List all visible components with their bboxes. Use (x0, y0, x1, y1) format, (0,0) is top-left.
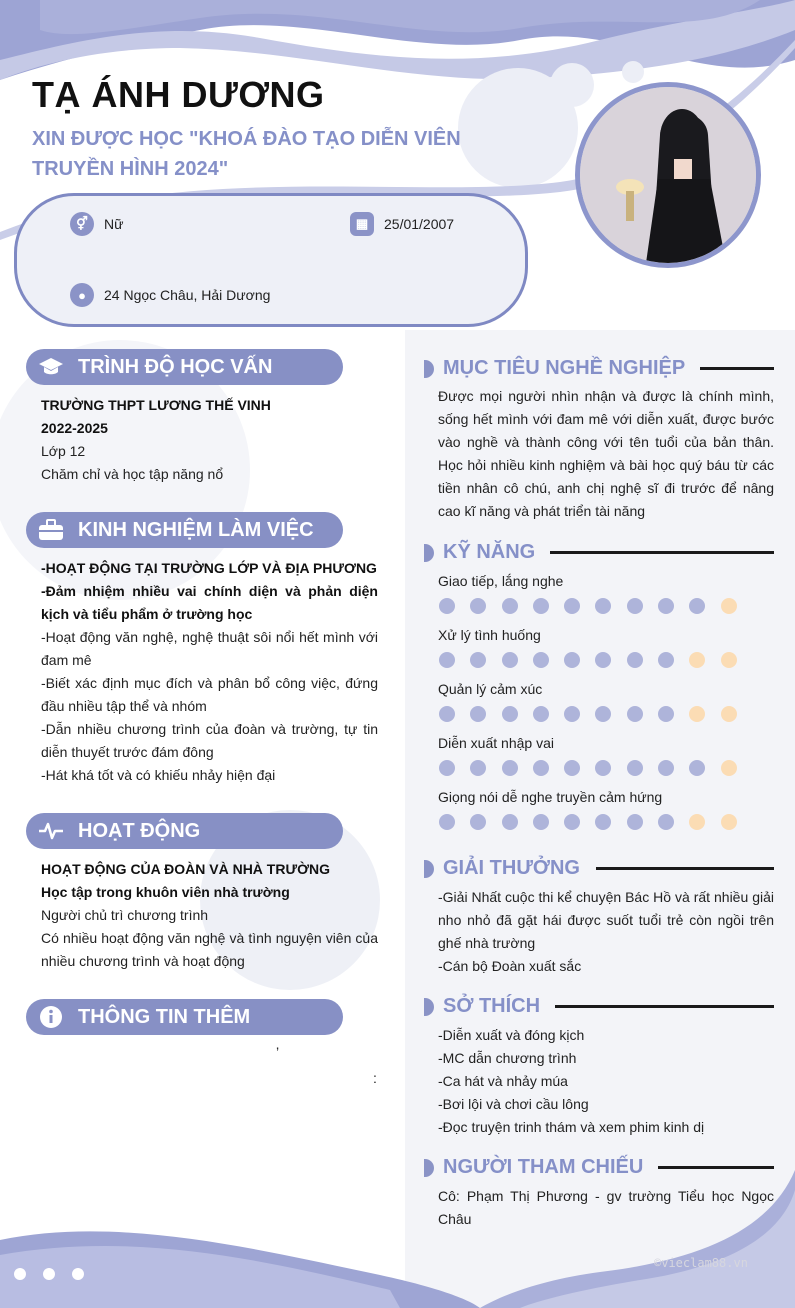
more-info-title: THÔNG TIN THÊM (78, 1005, 251, 1028)
award-item: -Giải Nhất cuộc thi kể chuyện Bác Hồ và rất nhiều giải nho nhỏ đã gặt hái được suốt tuổi trẻ còn ngồi trên ghế nhà trường (438, 889, 774, 951)
activities-content (41, 858, 378, 973)
hobbies-title: SỞ THÍCH (443, 995, 541, 1017)
experience-title: KINH NGHIỆM LÀM VIỆC (78, 518, 314, 541)
education-section-header (26, 349, 343, 385)
skill-rating (439, 760, 737, 776)
skill-dot-filled (533, 652, 549, 668)
experience-item: -Dẫn nhiều chương trình của đoàn và trường, tự tin diễn thuyết trước đám đông (41, 721, 378, 760)
awards-title: GIẢI THƯỞNG (443, 857, 580, 879)
skill-dot-filled (595, 598, 611, 614)
skill-dot-filled (689, 598, 705, 614)
candidate-name: TẠ ÁNH DƯƠNG (32, 74, 325, 115)
skill-dot-filled (439, 814, 455, 830)
half-circle-icon (424, 360, 434, 378)
skill-dot-filled (470, 706, 486, 722)
divider (700, 367, 774, 370)
profile-photo (575, 82, 761, 268)
gender-icon: ⚥ (70, 212, 94, 236)
skill-name: Giọng nói dễ nghe truyền cảm hứng (438, 789, 663, 805)
skill-dot-empty (689, 706, 705, 722)
hobby-item: -Đọc truyện trinh thám và xem phim kinh dị (438, 1119, 705, 1135)
graduation-cap-icon (38, 354, 64, 380)
hobbies-section-header (424, 995, 540, 1018)
skill-dot-filled (564, 598, 580, 614)
half-circle-icon (424, 860, 434, 878)
skill-dot-filled (470, 760, 486, 776)
objective-title: XIN ĐƯỢC HỌC "KHOÁ ĐÀO TẠO DIỄN VIÊN TRUYỀN HÌNH 2024" (32, 128, 461, 180)
skill-dot-filled (627, 598, 643, 614)
skill-dot-empty (721, 652, 737, 668)
hobbies-content (438, 1024, 774, 1139)
skill-dot-filled (595, 706, 611, 722)
school-grade: Lớp 12 (41, 443, 86, 459)
skill-dot-filled (502, 706, 518, 722)
award-item: -Cán bộ Đoàn xuất sắc (438, 958, 582, 974)
skill-dot-filled (627, 706, 643, 722)
skill-dot-filled (502, 652, 518, 668)
skill-dot-filled (439, 760, 455, 776)
calendar-icon: ▦ (350, 212, 374, 236)
skill-dot-filled (470, 652, 486, 668)
reference-title: NGƯỜI THAM CHIẾU (443, 1156, 644, 1178)
reference-text: Cô: Phạm Thị Phương - gv trường Tiểu học Ngọc Châu (438, 1188, 774, 1227)
experience-item: -Hoạt động văn nghệ, nghệ thuật sôi nổi hết mình với đam mê (41, 629, 378, 668)
pulse-icon (38, 818, 64, 844)
half-circle-icon (424, 544, 434, 562)
experience-subheading: -Đảm nhiệm nhiều vai chính diện và phản diện kịch và tiểu phẩm ở trường học (41, 583, 378, 622)
skill-dot-filled (595, 760, 611, 776)
skill-name: Giao tiếp, lắng nghe (438, 573, 564, 589)
skill-dot-empty (721, 814, 737, 830)
skill-dot-filled (502, 814, 518, 830)
skill-dot-empty (721, 598, 737, 614)
activities-section-header (26, 813, 343, 849)
awards-section-header (424, 857, 580, 880)
birthdate-info (350, 212, 454, 236)
skill-dot-filled (533, 598, 549, 614)
divider (550, 551, 774, 554)
skill-dot-filled (658, 652, 674, 668)
skill-dot-filled (470, 598, 486, 614)
info-icon (38, 1004, 64, 1030)
skill-dot-filled (564, 652, 580, 668)
skill-name: Diễn xuất nhập vai (438, 735, 554, 751)
skill-dot-filled (533, 706, 549, 722)
avatar-icon (580, 87, 756, 263)
hobby-item: -MC dẫn chương trình (438, 1050, 577, 1066)
skill-rating (439, 706, 737, 722)
education-content (41, 394, 378, 486)
experience-heading: -HOẠT ĐỘNG TẠI TRƯỜNG LỚP VÀ ĐỊA PHƯƠNG (41, 560, 377, 576)
watermark: ©vieclam88.vn (654, 1256, 748, 1270)
skill-dot-filled (439, 652, 455, 668)
skill-dot-filled (439, 598, 455, 614)
skill-dot-empty (689, 652, 705, 668)
skill-dot-filled (470, 814, 486, 830)
location-pin-icon: ● (70, 283, 94, 307)
decorative-dots (14, 1268, 84, 1280)
school-note: Chăm chỉ và học tập năng nổ (41, 466, 224, 482)
activities-heading: HOẠT ĐỘNG CỦA ĐOÀN VÀ NHÀ TRƯỜNG (41, 861, 331, 877)
experience-item: -Hát khá tốt và có khiếu nhảy hiện đại (41, 767, 276, 783)
hobby-item: -Bơi lội và chơi cầu lông (438, 1096, 589, 1112)
skill-dot-empty (721, 706, 737, 722)
career-goal-text: Được mọi người nhìn nhận và được là chính mình, sống hết mình với đam mê với diễn xuất, được bước vào nghề và thành công với tên tuổi của bản thân. Học hỏi nhiều kinh nghiệm và bài học quý báu từ các tiền nhân cô chú, anh chị nghệ sĩ đi trước để nâng cao kĩ năng và phát triển tài năng (438, 388, 774, 519)
gender-info (70, 212, 123, 236)
skill-name: Quản lý cảm xúc (438, 681, 543, 697)
more-info-section-header (26, 999, 343, 1035)
activities-subheading: Học tập trong khuôn viên nhà trường (41, 884, 290, 900)
skill-dot-filled (533, 814, 549, 830)
skill-rating (439, 598, 737, 614)
skills-section-header (424, 541, 535, 564)
school-years: 2022-2025 (41, 420, 108, 436)
skill-rating (439, 814, 737, 830)
skill-dot-filled (658, 598, 674, 614)
skill-dot-filled (595, 814, 611, 830)
skill-dot-filled (627, 814, 643, 830)
briefcase-icon (38, 517, 64, 543)
skill-dot-filled (689, 760, 705, 776)
skill-dot-filled (658, 760, 674, 776)
gender-value: Nữ (104, 216, 124, 232)
skill-dot-filled (627, 760, 643, 776)
half-circle-icon (424, 998, 434, 1016)
experience-item: -Biết xác định mục đích và phân bổ công việc, đứng đầu nhiều tập thể và nhóm (41, 675, 378, 714)
education-title: TRÌNH ĐỘ HỌC VẤN (78, 355, 273, 378)
skill-dot-empty (721, 760, 737, 776)
divider (596, 867, 774, 870)
activities-item: Người chủ trì chương trình (41, 907, 209, 923)
activities-title: HOẠT ĐỘNG (78, 819, 201, 842)
skill-dot-filled (564, 760, 580, 776)
divider (658, 1166, 774, 1169)
birthdate-value: 25/01/2007 (384, 216, 455, 232)
more-info-mark: : (373, 1070, 377, 1086)
skill-dot-filled (627, 652, 643, 668)
school-name: TRƯỜNG THPT LƯƠNG THẾ VINH (41, 397, 271, 413)
skill-rating (439, 652, 737, 668)
skill-dot-filled (439, 706, 455, 722)
address-value: 24 Ngọc Châu, Hải Dương (104, 287, 271, 303)
skills-title: KỸ NĂNG (443, 541, 536, 563)
skill-dot-filled (658, 706, 674, 722)
skill-dot-filled (564, 706, 580, 722)
reference-section-header (424, 1156, 643, 1179)
skill-dot-filled (502, 598, 518, 614)
skill-dot-filled (564, 814, 580, 830)
divider (555, 1005, 774, 1008)
skill-dot-filled (533, 760, 549, 776)
awards-content (438, 886, 774, 978)
hobby-item: -Diễn xuất và đóng kịch (438, 1027, 585, 1043)
experience-section-header (26, 512, 343, 548)
activities-item: Có nhiều hoạt động văn nghệ và tình nguyện viên của nhiều chương trình và hoạt động (41, 930, 378, 969)
career-goal-title: MỤC TIÊU NGHỀ NGHIỆP (443, 357, 686, 379)
address-info (70, 283, 270, 307)
experience-content (41, 557, 378, 787)
hobby-item: -Ca hát và nhảy múa (438, 1073, 568, 1089)
skill-name: Xử lý tình huống (438, 627, 541, 643)
career-goal-section-header (424, 357, 685, 380)
more-info-mark: ’ (276, 1044, 280, 1060)
skill-dot-empty (689, 814, 705, 830)
skill-dot-filled (658, 814, 674, 830)
skill-dot-filled (502, 760, 518, 776)
skill-dot-filled (595, 652, 611, 668)
half-circle-icon (424, 1159, 434, 1177)
